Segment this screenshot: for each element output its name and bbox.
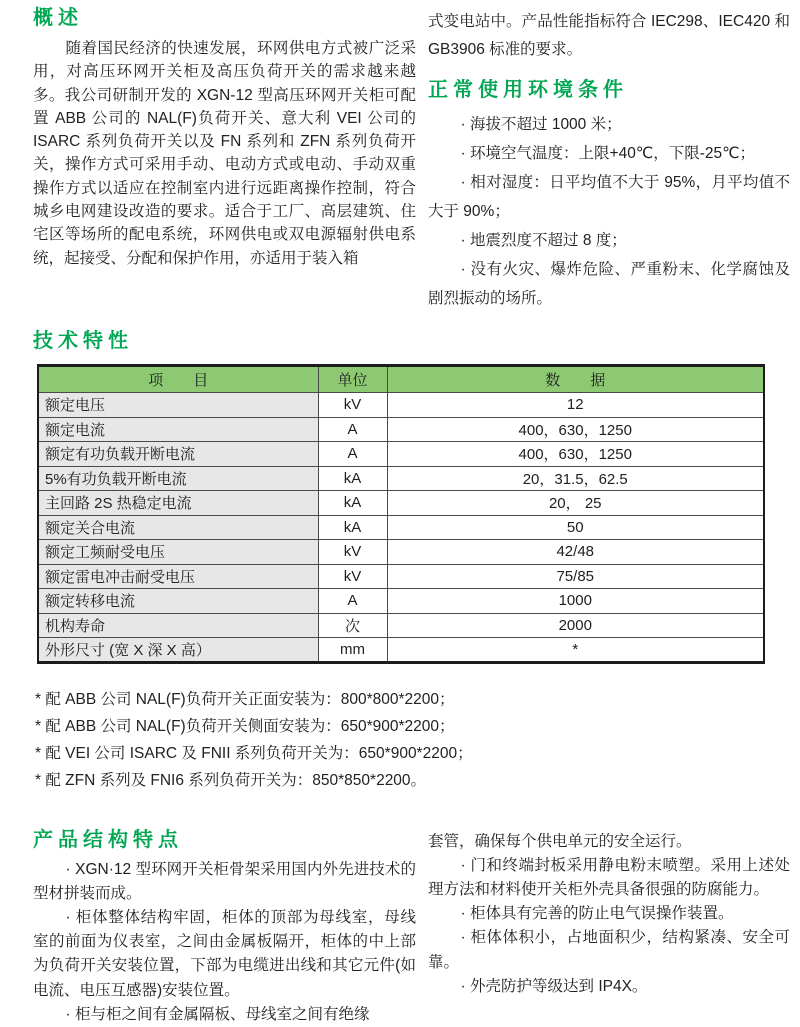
structure-item: · 门和终端封板采用静电粉末喷塑。采用上述处理方法和材料使开关柜外壳具备很强的防腐能力。 <box>428 856 790 898</box>
cell-data: 1000 <box>387 589 764 614</box>
structure-right-list <box>428 830 790 999</box>
cell-data: 75/85 <box>387 564 764 589</box>
table-row <box>38 589 764 614</box>
top-section <box>33 6 790 313</box>
table-row <box>38 491 764 516</box>
cell-data: 2000 <box>387 613 764 638</box>
cell-data: 12 <box>387 393 764 418</box>
structure-section <box>33 828 790 1027</box>
cell-item: 额定电压 <box>38 393 318 418</box>
footnote: * 配 ABB 公司 NAL(F)负荷开关正面安装为：800*800*2200； <box>35 690 455 708</box>
cell-unit: A <box>318 589 387 614</box>
table-row <box>38 466 764 491</box>
cell-item: 额定有功负载开断电流 <box>38 442 318 467</box>
table-row <box>38 393 764 418</box>
cell-item: 主回路 2S 热稳定电流 <box>38 491 318 516</box>
column-header-data: 数 据 <box>387 366 764 393</box>
overview-paragraph: 随着国民经济的快速发展，环网供电方式被广泛采用，对高压环网开关柜及高压负荷开关的需求越来越多。我公司研制开发的 XGN-12 型高压环网开关柜可配置 ABB 公司的 NAL(F)负荷开关、意大利 VEI 公司的 ISARC 系列负荷开关以及 FN 系列和 ZFN 系列负荷开关，操作方式可采用手动、电动方式或电动、手动双重操作方式以适应在控制室内进行远距离操作控制，符合城乡电网建设改造的要求。适合于工厂、高层建筑、住宅区等场所的配电系统，环网供电或双电源辐射供电系统，起接受、分配和保护作用，亦适用于装入箱 <box>33 40 416 267</box>
cell-unit: 次 <box>318 613 387 638</box>
cell-unit: mm <box>318 638 387 663</box>
table-row <box>38 638 764 663</box>
cell-unit: kA <box>318 466 387 491</box>
structure-item: · 柜体整体结构牢固，柜体的顶部为母线室，母线室的前面为仪表室，之间由金属板隔开，柜体的中上部为负荷开关安装位置，下部为电缆进出线和其它元件(如电流、电压互感器)安装位置。 <box>33 908 416 999</box>
cell-unit: A <box>318 442 387 467</box>
structure-item: · 柜体具有完善的防止电气误操作装置。 <box>460 905 734 923</box>
cell-data: 42/48 <box>387 540 764 565</box>
structure-item: · 柜体体积小，占地面积少，结构紧凑、安全可靠。 <box>428 929 790 971</box>
cell-unit: kA <box>318 491 387 516</box>
column-header-unit: 单位 <box>318 366 387 393</box>
table-header-row <box>38 366 764 393</box>
structure-item: · 外壳防护等级达到 IP4X。 <box>460 977 648 995</box>
environment-item: · 相对湿度：日平均值不大于 95%，月平均值不大于 90%； <box>428 174 790 220</box>
structure-item: · 柜与柜之间有金属隔板、母线室之间有绝缘 <box>65 1005 370 1023</box>
footnote: * 配 ZFN 系列及 FNI6 系列负荷开关为：850*850*2200。 <box>35 771 427 789</box>
cell-item: 额定电流 <box>38 417 318 442</box>
structure-right-column <box>428 828 790 1027</box>
cell-unit: kV <box>318 393 387 418</box>
environment-heading: 正常使用环境条件 <box>428 79 628 101</box>
overview-heading: 概述 <box>33 7 83 29</box>
table-row <box>38 613 764 638</box>
tech-heading: 技术特性 <box>33 330 133 352</box>
cell-data: 400，630，1250 <box>387 417 764 442</box>
cell-unit: kA <box>318 515 387 540</box>
environment-column <box>428 6 790 313</box>
footnote: * 配 ABB 公司 NAL(F)负荷开关侧面安装为：650*900*2200； <box>35 717 455 735</box>
overview-continuation: 式变电站中。产品性能指标符合 IEC298、IEC420 和 GB3906 标准的要求。 <box>428 13 790 58</box>
cell-data: * <box>387 638 764 663</box>
environment-item: · 环境空气温度：上限+40℃，下限-25℃； <box>460 145 756 162</box>
environment-item: · 没有火灾、爆炸危险、严重粉末、化学腐蚀及剧烈振动的场所。 <box>428 261 790 307</box>
cell-data: 400，630，1250 <box>387 442 764 467</box>
table-footnotes <box>35 686 790 794</box>
footnote: * 配 VEI 公司 ISARC 及 FNII 系列负荷开关为：650*900*2200； <box>35 744 473 762</box>
environment-item: · 海拔不超过 1000 米； <box>460 116 622 133</box>
cell-data: 50 <box>387 515 764 540</box>
table-row <box>38 442 764 467</box>
environment-list <box>428 110 790 313</box>
cell-item: 机构寿命 <box>38 613 318 638</box>
table-row <box>38 417 764 442</box>
cell-item: 额定关合电流 <box>38 515 318 540</box>
cell-data: 20，31.5，62.5 <box>387 466 764 491</box>
tech-table <box>37 364 765 664</box>
cell-item: 外形尺寸 (宽 X 深 X 高） <box>38 638 318 663</box>
tech-section <box>33 329 790 794</box>
overview-column <box>33 6 416 313</box>
cell-item: 额定雷电冲击耐受电压 <box>38 564 318 589</box>
cell-unit: A <box>318 417 387 442</box>
structure-heading: 产品结构特点 <box>33 828 183 851</box>
structure-left-column <box>33 828 416 1027</box>
structure-continuation: 套管，确保每个供电单元的安全运行。 <box>428 832 692 850</box>
cell-item: 额定转移电流 <box>38 589 318 614</box>
column-header-item: 项 目 <box>38 366 318 393</box>
cell-unit: kV <box>318 564 387 589</box>
table-row <box>38 540 764 565</box>
table-row <box>38 564 764 589</box>
cell-item: 额定工频耐受电压 <box>38 540 318 565</box>
structure-left-list <box>33 858 416 1027</box>
cell-item: 5%有功负载开断电流 <box>38 466 318 491</box>
structure-item: · XGN·12 型环网开关柜骨架采用国内外先进技术的型材拼装而成。 <box>33 860 416 902</box>
table-row <box>38 515 764 540</box>
cell-unit: kV <box>318 540 387 565</box>
environment-item: · 地震烈度不超过 8 度； <box>460 232 627 249</box>
cell-data: 20， 25 <box>387 491 764 516</box>
